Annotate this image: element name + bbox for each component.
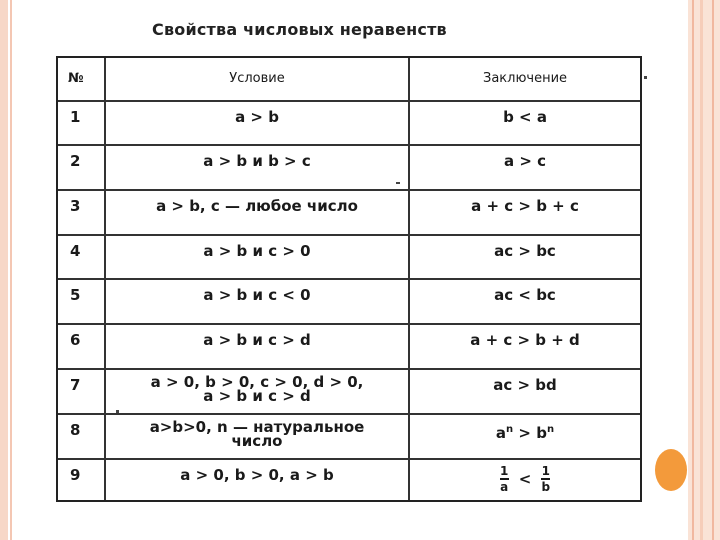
row-number: 9 — [58, 460, 106, 500]
right-border-line — [692, 0, 694, 540]
header-condition: Условие — [106, 58, 410, 100]
fraction-left — [500, 465, 509, 493]
table-row — [58, 415, 640, 460]
row-condition: a > b и c > d — [106, 325, 410, 368]
row-condition: a > 0, b > 0, a > b — [106, 460, 410, 500]
fraction-numerator: 1 — [541, 464, 550, 478]
fraction-numerator: 1 — [500, 464, 509, 478]
row-conclusion: ac > bd — [493, 376, 557, 394]
row-number: 2 — [58, 146, 106, 189]
power-exponent: n — [506, 424, 514, 435]
right-border-line — [712, 0, 714, 540]
row-condition: a > b и b > c — [106, 146, 410, 189]
row-condition: a > b и c < 0 — [106, 280, 410, 323]
row-condition — [106, 415, 410, 458]
row-conclusion: a > c — [503, 152, 547, 170]
fraction-denominator: a — [500, 480, 509, 494]
table-header-row — [58, 58, 640, 102]
right-border-line — [700, 0, 703, 540]
scan-speck — [396, 182, 400, 184]
scan-speck — [644, 76, 647, 79]
condition-line: a > b и c > d — [203, 387, 311, 405]
orange-decoration — [655, 449, 687, 491]
table-row — [58, 102, 640, 146]
left-border-stripe — [0, 0, 8, 540]
inequalities-table — [56, 56, 642, 502]
condition-line: число — [231, 432, 283, 450]
table-row — [58, 370, 640, 415]
row-conclusion — [410, 415, 640, 458]
row-number: 5 — [58, 280, 106, 323]
fraction-right — [541, 465, 550, 493]
header-conclusion: Заключение — [482, 71, 568, 86]
condition-line: a>b>0, n — натуральное — [149, 418, 365, 436]
row-conclusion: b < a — [503, 108, 547, 126]
row-number: 3 — [58, 191, 106, 234]
table-row — [58, 191, 640, 236]
row-condition — [106, 370, 410, 413]
row-number: 4 — [58, 236, 106, 278]
table-row — [58, 236, 640, 280]
row-conclusion: ac < bc — [494, 286, 556, 304]
power-operator: > — [518, 424, 531, 442]
table-row — [58, 460, 640, 500]
fraction-inequality — [500, 465, 551, 493]
row-condition: a > b, c — любое число — [106, 191, 410, 234]
fraction-denominator: b — [541, 480, 551, 494]
row-number: 6 — [58, 325, 106, 368]
power-expression — [496, 423, 554, 440]
table-row — [58, 280, 640, 325]
row-conclusion — [410, 460, 640, 500]
row-number: 7 — [58, 370, 106, 413]
row-conclusion: a + c > b + c — [471, 197, 579, 215]
left-border-line — [10, 0, 12, 540]
row-condition: a > b — [106, 102, 410, 144]
row-condition: a > b и c > 0 — [106, 236, 410, 278]
fraction-operator: < — [518, 470, 532, 488]
table-row — [58, 325, 640, 370]
condition-line: a > 0, b > 0, c > 0, d > 0, — [150, 373, 364, 391]
row-number: 8 — [58, 415, 106, 458]
power-exponent: n — [546, 424, 555, 435]
table-row — [58, 146, 640, 191]
row-conclusion: a + c > b + d — [470, 331, 580, 349]
power-base: b — [536, 424, 547, 442]
header-number: № — [58, 58, 106, 100]
row-number: 1 — [58, 102, 106, 144]
row-conclusion: ac > bc — [494, 242, 556, 260]
page-title: Свойства числовых неравенств — [152, 20, 447, 39]
scan-speck — [116, 410, 119, 413]
power-base: a — [495, 424, 507, 442]
